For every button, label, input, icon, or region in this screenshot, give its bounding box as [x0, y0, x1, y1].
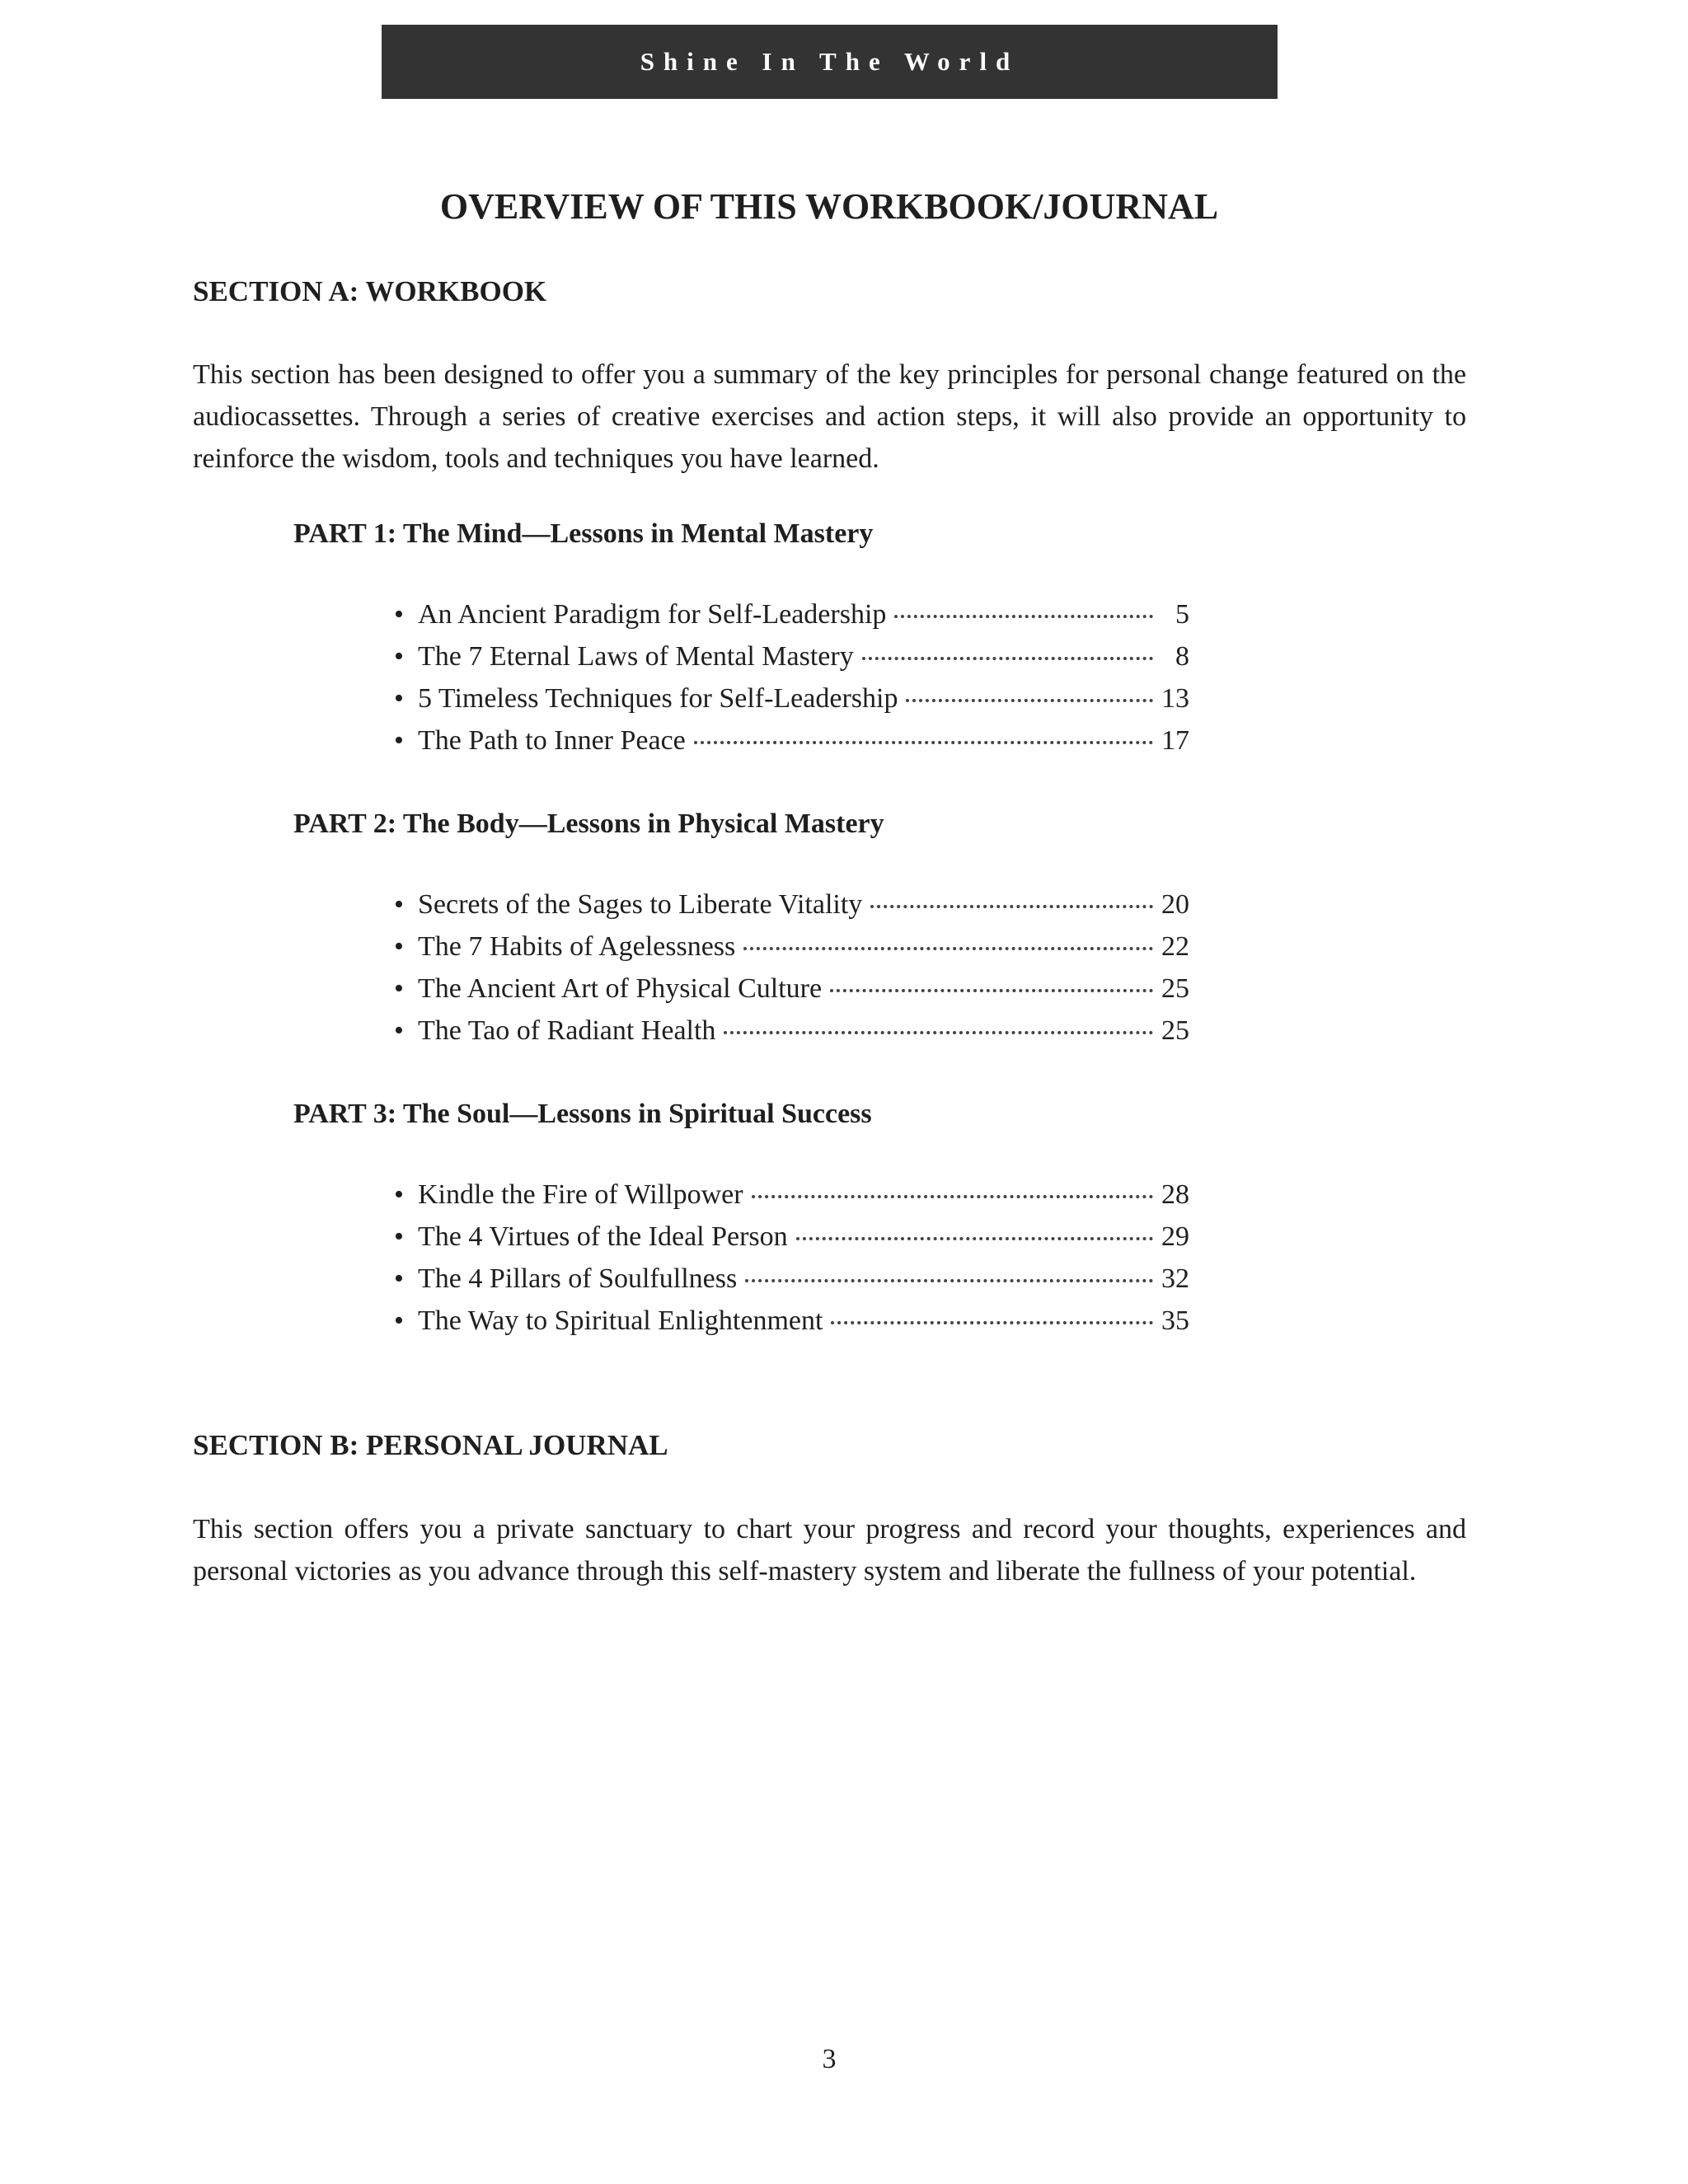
toc-entry [394, 973, 1189, 1015]
bullet-icon: • [394, 1221, 404, 1252]
page-title: OVERVIEW OF THIS WORKBOOK/JOURNAL [439, 186, 1219, 227]
dot-leader [796, 1237, 1153, 1240]
toc-page-number: 29 [1161, 1221, 1189, 1252]
bullet-icon: • [394, 1179, 404, 1210]
toc-page-number: 28 [1161, 1179, 1189, 1210]
part-3-heading: PART 3: The Soul—Lessons in Spiritual Success [293, 1099, 872, 1129]
bullet-icon: • [394, 1263, 404, 1294]
dot-leader [745, 1279, 1153, 1282]
toc-page-number: 20 [1161, 889, 1189, 920]
toc-entry-label: Kindle the Fire of Willpower [418, 1179, 743, 1210]
toc-entry [394, 683, 1189, 725]
part-1-heading: PART 1: The Mind—Lessons in Mental Mastery [293, 518, 874, 549]
section-a-heading: SECTION A: WORKBOOK [193, 275, 547, 307]
bullet-icon: • [394, 725, 404, 756]
dot-leader [870, 905, 1153, 908]
dot-leader [724, 1031, 1153, 1034]
toc-page-number: 17 [1161, 725, 1189, 756]
dot-leader [862, 657, 1153, 660]
toc-entry [394, 641, 1189, 683]
toc-entry-label: The 4 Pillars of Soulfullness [418, 1263, 738, 1294]
part-2-heading: PART 2: The Body—Lessons in Physical Mastery [293, 808, 884, 839]
toc-entry-label: The Tao of Radiant Health [418, 1015, 716, 1046]
toc-entry-label: Secrets of the Sages to Liberate Vitality [418, 889, 863, 920]
part-2-toc-list [394, 889, 1189, 1057]
toc-page-number: 5 [1175, 599, 1189, 630]
toc-page-number: 13 [1161, 683, 1189, 714]
toc-entry [394, 931, 1189, 973]
dot-leader [831, 1321, 1153, 1324]
running-header-bar [382, 25, 1278, 99]
toc-entry-label: The 7 Habits of Agelessness [418, 931, 736, 962]
bullet-icon: • [394, 889, 404, 920]
toc-entry [394, 1305, 1189, 1347]
toc-entry-label: The Path to Inner Peace [418, 725, 686, 756]
section-a-body: This section has been designed to offer you a summary of the key principles for personal change featured on the audiocassettes. Through a series of creative exercises and action steps, it will also provide an opportunity to reinforce the wisdom, tools and techniques you have learned. [193, 359, 1466, 474]
toc-entry [394, 725, 1189, 767]
toc-page-number: 35 [1161, 1305, 1189, 1336]
toc-entry-label: The Way to Spiritual Enlightenment [418, 1305, 823, 1336]
bullet-icon: • [394, 973, 404, 1004]
part-1-toc-list [394, 599, 1189, 767]
toc-entry-label: 5 Timeless Techniques for Self-Leadership [418, 683, 898, 714]
toc-entry-label: An Ancient Paradigm for Self-Leadership [418, 599, 887, 630]
dot-leader [752, 1195, 1153, 1198]
toc-entry [394, 1179, 1189, 1221]
bullet-icon: • [394, 599, 404, 630]
bullet-icon: • [394, 1015, 404, 1046]
toc-entry [394, 599, 1189, 641]
bullet-icon: • [394, 1305, 404, 1336]
dot-leader [743, 947, 1153, 950]
toc-entry [394, 1221, 1189, 1263]
toc-entry-label: The 4 Virtues of the Ideal Person [418, 1221, 788, 1252]
dot-leader [830, 989, 1153, 992]
dot-leader [694, 741, 1153, 744]
toc-page-number: 32 [1161, 1263, 1189, 1294]
toc-entry-label: The Ancient Art of Physical Culture [418, 973, 823, 1004]
toc-page-number: 25 [1161, 1015, 1189, 1046]
running-header-title: Shine In The World [640, 47, 1020, 76]
section-b-heading: SECTION B: PERSONAL JOURNAL [193, 1429, 668, 1461]
toc-entry-label: The 7 Eternal Laws of Mental Mastery [418, 641, 854, 672]
bullet-icon: • [394, 683, 404, 714]
toc-entry [394, 1263, 1189, 1305]
part-3-toc-list [394, 1179, 1189, 1347]
dot-leader [906, 699, 1153, 702]
section-b-body: This section offers you a private sanctuary to chart your progress and record your thoughts, experiences and personal victories as you advance through this self-mastery system and liberate the fullness of your potential. [193, 1514, 1466, 1586]
toc-page-number: 25 [1161, 973, 1189, 1004]
toc-entry [394, 889, 1189, 931]
bullet-icon: • [394, 641, 404, 672]
page-number: 3 [822, 2044, 837, 2074]
toc-page-number: 8 [1175, 641, 1189, 672]
toc-entry [394, 1015, 1189, 1057]
dot-leader [894, 615, 1153, 618]
bullet-icon: • [394, 931, 404, 962]
toc-page-number: 22 [1161, 931, 1189, 962]
